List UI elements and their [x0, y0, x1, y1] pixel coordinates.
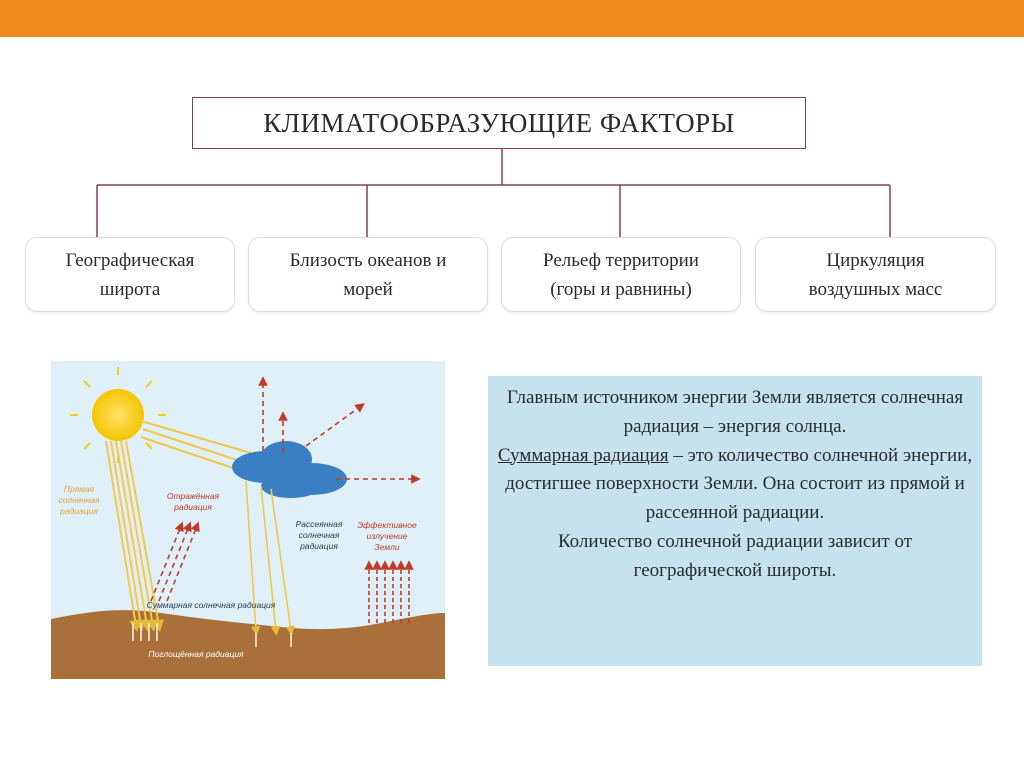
- info-term-total-radiation: Суммарная радиация: [497, 444, 669, 466]
- label-scattered-2: солнечная: [298, 530, 340, 540]
- label-direct-1: Прямая: [63, 484, 95, 494]
- factor-ocean-line1: Близость океанов и: [289, 249, 447, 271]
- label-direct-3: радиация: [60, 506, 98, 516]
- label-total-radiation: Суммарная солнечная радиация: [146, 600, 276, 610]
- factor-relief-line2: (горы и равнины): [550, 278, 692, 300]
- info-paragraph-2-rest: – это количество солнечной энергии, достигшее поверхности Земли. Она состоит из прямой и рассеянной радиации.: [505, 444, 973, 524]
- label-absorbed-radiation: Поглощённая радиация: [148, 649, 244, 659]
- factor-air-circulation: [755, 237, 996, 312]
- factor-relief-line1: Рельеф территории: [543, 249, 699, 271]
- factor-relief: [501, 237, 741, 312]
- info-paragraph-2: [496, 442, 974, 528]
- label-effective-1: Эффективное: [357, 520, 417, 530]
- info-paragraph-1: Главным источником энергии Земли является солнечная радиация – энергия солнца.: [506, 387, 964, 437]
- label-effective-2: излучение: [366, 531, 408, 541]
- factor-latitude-line2: широта: [99, 278, 161, 300]
- label-scattered-3: радиация: [300, 541, 338, 551]
- factor-ocean-line2: морей: [343, 278, 393, 300]
- factor-latitude-line1: Географическая: [65, 249, 195, 271]
- label-effective-3: Земли: [374, 542, 400, 552]
- label-reflected-1: Отражённая: [166, 491, 220, 501]
- label-reflected-2: радиация: [174, 502, 212, 512]
- factor-ocean-proximity: [248, 237, 488, 312]
- radiation-diagram: [51, 361, 445, 679]
- page-title: КЛИМАТООБРАЗУЮЩИЕ ФАКТОРЫ: [192, 97, 806, 149]
- info-panel: [488, 376, 982, 666]
- info-paragraph-3: Количество солнечной радиации зависит от географической широты.: [557, 530, 913, 581]
- label-direct-2: солнечная: [58, 495, 100, 505]
- factor-circulation-line1: Циркуляция: [826, 249, 925, 271]
- factor-circulation-line2: воздушных масс: [808, 278, 943, 300]
- label-scattered-1: Рассеянная: [295, 519, 343, 529]
- factor-latitude: [25, 237, 235, 312]
